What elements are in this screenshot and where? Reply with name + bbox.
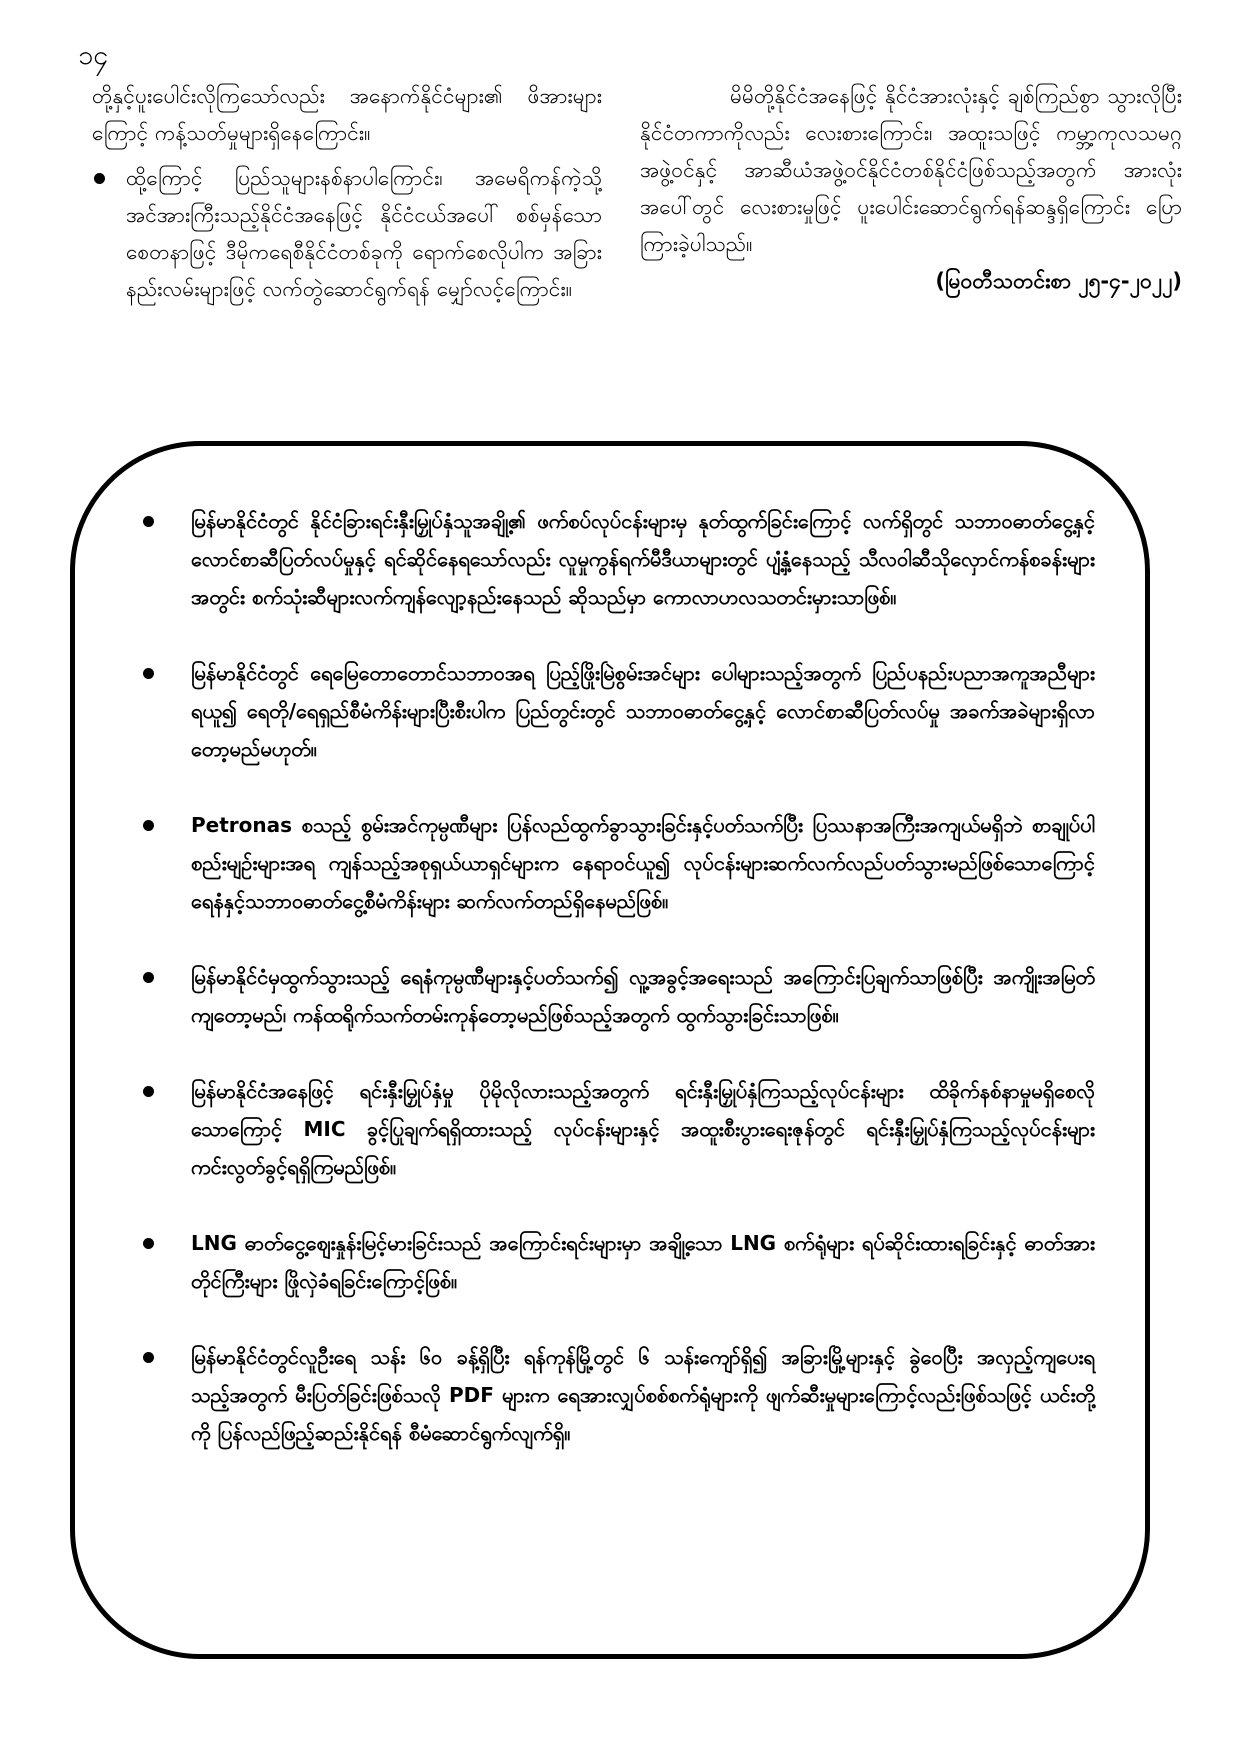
bullet-dot-icon — [143, 972, 154, 983]
left-bullet-item — [92, 160, 602, 308]
bullet-dot-icon — [143, 516, 154, 527]
left-continuation-text: တို့နှင့်ပူးပေါင်းလိုကြသော်လည်း အနောက်နိုင်ငံများ၏ ဖိအားများကြောင့် ကန့်သတ်မှုများရှိနေကြောင်း။ — [92, 84, 602, 145]
left-column — [92, 78, 602, 308]
summary-item-text: မြန်မာနိုင်ငံတွင် ရေမြေတောတောင်သဘာဝအရ ပြည့်ဖြိုးမြဲစွမ်းအင်များ ပေါများသည့်အတွက် ပြည်ပနည်းပညာအကူအညီများရယူ၍ ရေတို/ရေရှည်စီမံကိန်းများပြီးစီးပါက ပြည်တွင်းတွင် သဘာဝဓာတ်ငွေ့နှင့် လောင်စာဆီပြတ်လပ်မှု အခက်အခဲများရှိလာတော့မည်မဟုတ်။ — [191, 661, 1095, 761]
bullet-dot-icon — [143, 1352, 154, 1363]
summary-box — [70, 441, 1150, 1659]
right-column — [640, 78, 1182, 300]
left-bullet-text: ထို့ကြောင့် ပြည်သူများနစ်နာပါကြောင်း၊ အမေရိကန်ကဲ့သို့ အင်အားကြီးသည့်နိုင်ငံအနေဖြင့် နိုင်ငံငယ်အပေါ် စစ်မှန်သောစေတနာဖြင့် ဒီမိုကရေစီနိုင်ငံတစ်ခုကို ရောက်စေလိုပါက အခြားနည်းလမ်းများဖြင့် လက်တွဲဆောင်ရွက်ရန် မျှော်လင့်ကြောင်း။ — [126, 166, 602, 301]
summary-item-1 — [135, 502, 1095, 616]
bullet-dot-icon — [143, 668, 154, 679]
right-paragraph-text: မိမိတို့နိုင်ငံအနေဖြင့် နိုင်ငံအားလုံးနှင့် ချစ်ကြည်စွာ သွားလိုပြီး နိုင်ငံတကာကိုလည်း လေးစားကြောင်း၊ အထူးသဖြင့် ကမ္ဘာ့ကုလသမဂ္ဂအဖွဲ့ဝင်နှင့် အာဆီယံအဖွဲ့ဝင်နိုင်ငံတစ်နိုင်ငံဖြစ်သည့်အတွက် အားလုံးအပေါ်တွင် လေးစားမှုဖြင့် ပူးပေါင်းဆောင်ရွက်ရန်ဆန္ဒရှိကြောင်း ပြောကြားခဲ့ပါသည်။ — [640, 84, 1182, 256]
summary-item-text: Petronas စသည့် စွမ်းအင်ကုမ္ပဏီများ ပြန်လည်ထွက်ခွာသွားခြင်းနှင့်ပတ်သက်ပြီး ပြဿနာအကြီးအကျယ်မရှိဘဲ စာချုပ်ပါစည်းမျဉ်းများအရ ကျန်သည့်အစုရှယ်ယာရှင်များက နေရာဝင်ယူ၍ လုပ်ငန်းများဆက်လက်လည်ပတ်သွားမည်ဖြစ်သောကြောင့် ရေနံနှင့်သဘာဝဓာတ်ငွေ့စီမံကိန်းများ ဆက်လက်တည်ရှိနေမည်ဖြစ်။ — [191, 813, 1095, 913]
page-number: ၁၄ — [78, 40, 109, 71]
summary-item-text: LNG ဓာတ်ငွေ့ဈေးနှုန်းမြင့်မားခြင်းသည် အကြောင်းရင်းများမှာ အချို့သော LNG စက်ရုံများ ရပ်ဆိုင်းထားရခြင်းနှင့် ဓာတ်အားတိုင်ကြီးများ ဖြိုလှဲခံရခြင်းကြောင့်ဖြစ်။ — [191, 1231, 1095, 1293]
summary-item-3 — [135, 806, 1095, 920]
summary-item-text: မြန်မာနိုင်ငံတွင်လူဦးရေ သန်း ၆၀ ခန့်ရှိပြီး ရန်ကုန်မြို့တွင် ၆ သန်းကျော်ရှိ၍ အခြားမြို့များနှင့် ခွဲဝေပြီး အလှည့်ကျပေးရသည့်အတွက် မီးပြတ်ခြင်းဖြစ်သလို PDF များက ရေအားလျှပ်စစ်စက်ရုံများကို ဖျက်ဆီးမှုများကြောင့်လည်းဖြစ်သဖြင့် ယင်းတို့ကို ပြန်လည်ဖြည့်ဆည်းနိုင်ရန် စီမံဆောင်ရွက်လျက်ရှိ။ — [191, 1345, 1095, 1445]
top-columns — [92, 78, 1182, 378]
news-source: (မြဝတီသတင်းစာ ၂၅-၄-၂၀၂၂) — [935, 269, 1182, 293]
summary-item-2 — [135, 654, 1095, 768]
summary-item-5 — [135, 1072, 1095, 1186]
bullet-dot-icon — [143, 1238, 154, 1249]
summary-item-text: မြန်မာနိုင်ငံမှထွက်သွားသည့် ရေနံကုမ္ပဏီများနှင့်ပတ်သက်၍ လူ့အခွင့်အရေးသည် အကြောင်းပြချက်သာဖြစ်ပြီး အကျိုးအမြတ်ကျတော့မည်၊ ကန်ထရိုက်သက်တမ်းကုန်တော့မည်ဖြစ်သည့်အတွက် ထွက်သွားခြင်းသာဖြစ်။ — [191, 965, 1095, 1027]
summary-list — [135, 502, 1095, 1490]
bullet-dot-icon — [143, 1086, 154, 1097]
summary-item-4 — [135, 958, 1095, 1034]
summary-item-text: မြန်မာနိုင်ငံအနေဖြင့် ရင်းနှီးမြှုပ်နှံမှု ပိုမိုလိုလားသည့်အတွက် ရင်းနှီးမြှုပ်နှံကြသည့်လုပ်ငန်းများ ထိခိုက်နစ်နာမှုမရှိစေလိုသောကြောင့် MIC ခွင့်ပြုချက်ရရှိထားသည့် လုပ်ငန်းများနှင့် အထူးစီးပွားရေးဇုန်တွင် ရင်းနှီးမြှုပ်နှံကြသည့်လုပ်ငန်းများ ကင်းလွတ်ခွင့်ရရှိကြမည်ဖြစ်။ — [191, 1079, 1095, 1179]
bullet-dot-icon — [94, 173, 105, 184]
summary-item-6 — [135, 1224, 1095, 1300]
summary-item-7 — [135, 1338, 1095, 1452]
bullet-dot-icon — [143, 820, 154, 831]
summary-item-text: မြန်မာနိုင်ငံတွင် နိုင်ငံခြားရင်းနှီးမြှုပ်နှံသူအချို့၏ ဖက်စပ်လုပ်ငန်းများမှ နုတ်ထွက်ခြင်းကြောင့် လက်ရှိတွင် သဘာဝဓာတ်ငွေ့နှင့် လောင်စာဆီပြတ်လပ်မှုနှင့် ရင်ဆိုင်နေရသော်လည်း လူမှုကွန်ရက်မီဒီယာများတွင် ပျံ့နှံ့နေသည့် သီလဝါဆီသိုလှောင်ကန်စခန်းများအတွင်း စက်သုံးဆီများလက်ကျန်လျော့နည်းနေသည် ဆိုသည်မှာ ကောလာဟလသတင်းမှားသာဖြစ်။ — [191, 509, 1095, 609]
